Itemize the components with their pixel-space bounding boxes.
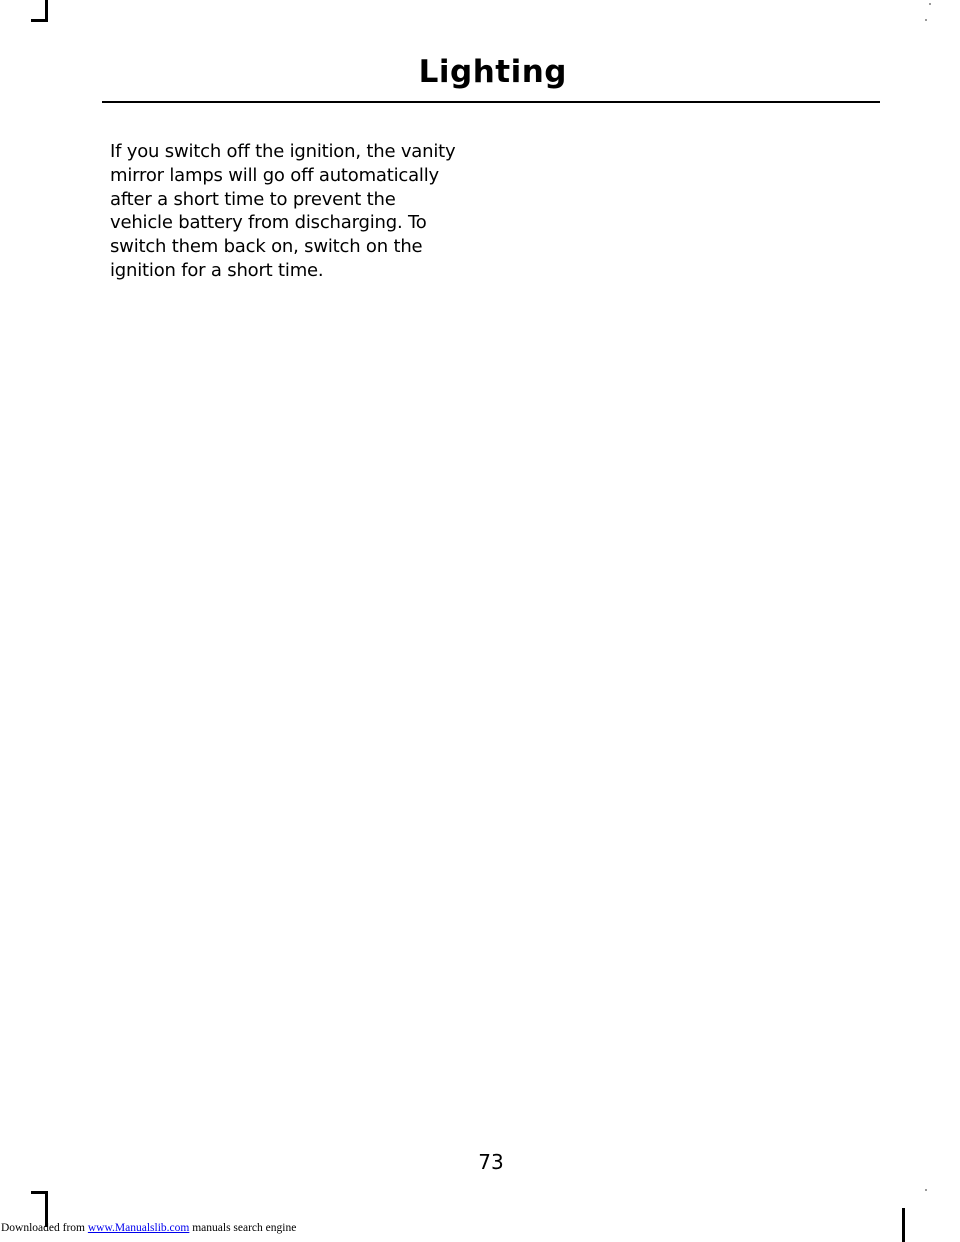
corner-dot-bottom-right [925,1189,927,1191]
crop-mark-bottom-right-vertical [902,1208,905,1242]
page-title: Lighting [418,54,567,90]
footer-prefix: Downloaded from [1,1222,88,1234]
body-paragraph: If you switch off the ignition, the vanity mirror lamps will go off automatically after a short time to prevent the vehicle battery from discharging. To switch them back on, switch on the ignition for a short time. [110,141,456,281]
download-footer [1,1220,296,1236]
crop-mark-top-left-horizontal [31,19,48,22]
footer-suffix: manuals search engine [189,1222,297,1234]
manualslib-link[interactable]: www.Manualslib.com [87,1222,190,1234]
corner-dot-top-right-2 [925,19,927,21]
crop-mark-bottom-left-horizontal [31,1191,48,1194]
title-divider [102,101,880,103]
corner-dot-top-right [929,3,931,5]
page-number: 73 [478,1150,504,1174]
